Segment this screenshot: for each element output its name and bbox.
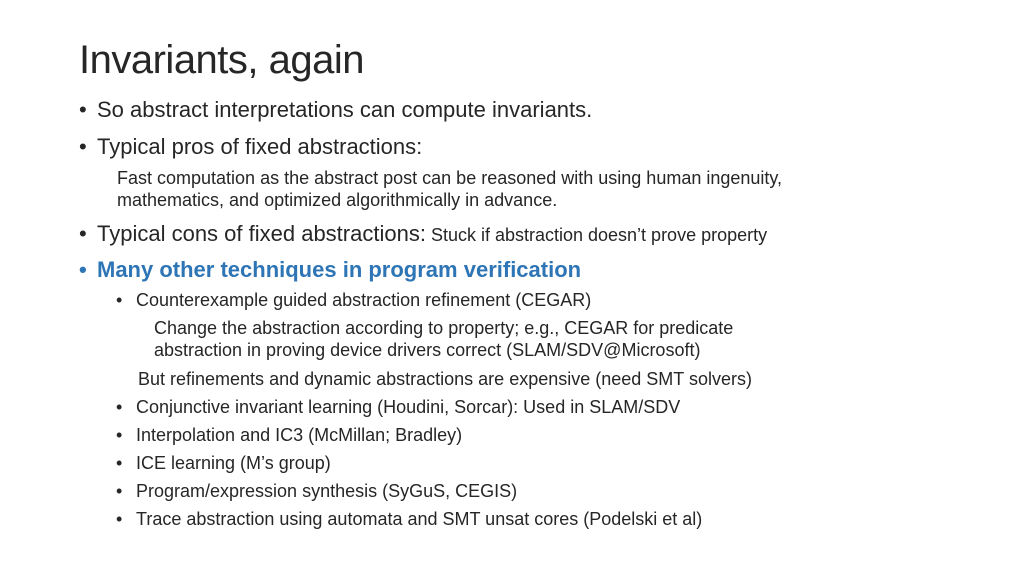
bullet-dot: • — [79, 134, 87, 159]
bullet-dot: • — [116, 481, 123, 501]
bullet-dot: • — [79, 221, 87, 246]
bullet-dot: • — [116, 290, 123, 310]
bullet-dot: • — [116, 509, 123, 529]
sub-bullet-cegar: • Counterexample guided abstraction refinement (CEGAR) — [116, 290, 592, 310]
bullet-cons: • Typical cons of fixed abstractions: Stuck if abstraction doesn’t prove property — [79, 221, 768, 246]
sub-bullet-interpolation: • Interpolation and IC3 (McMillan; Bradley) — [116, 425, 463, 445]
bullet-dot: • — [79, 97, 87, 122]
sub-bullet-synthesis: • Program/expression synthesis (SyGuS, CEGIS) — [116, 481, 518, 501]
sub-bullet-ice: • ICE learning (M’s group) — [116, 453, 331, 473]
bullet-dot: • — [116, 397, 123, 417]
bullet-abstract-interpretations: • So abstract interpretations can compute invariants. — [79, 97, 593, 122]
bullet-dot: • — [79, 257, 87, 282]
cons-detail: Stuck if abstraction doesn’t prove property — [425, 225, 768, 245]
pros-detail-line-2: mathematics, and optimized algorithmically in advance. — [117, 190, 558, 210]
slide-title: Invariants, again — [79, 38, 365, 82]
cegar-note: But refinements and dynamic abstractions are expensive (need SMT solvers) — [138, 369, 752, 389]
cegar-detail-line-1: Change the abstraction according to property; e.g., CEGAR for predicate — [154, 318, 734, 338]
bullet-other-techniques: • Many other techniques in program verification — [79, 257, 582, 282]
bullet-pros: • Typical pros of fixed abstractions: — [79, 134, 423, 159]
sub-bullet-trace-abstraction: • Trace abstraction using automata and SMT unsat cores (Podelski et al) — [116, 509, 703, 529]
bullet-dot: • — [116, 425, 123, 445]
cegar-detail-line-2: abstraction in proving device drivers correct (SLAM/SDV@Microsoft) — [154, 340, 701, 360]
pros-detail-line-1: Fast computation as the abstract post can be reasoned with using human ingenuity, — [117, 168, 783, 188]
sub-bullet-houdini: • Conjunctive invariant learning (Houdini, Sorcar): Used in SLAM/SDV — [116, 397, 681, 417]
bullet-dot: • — [116, 453, 123, 473]
